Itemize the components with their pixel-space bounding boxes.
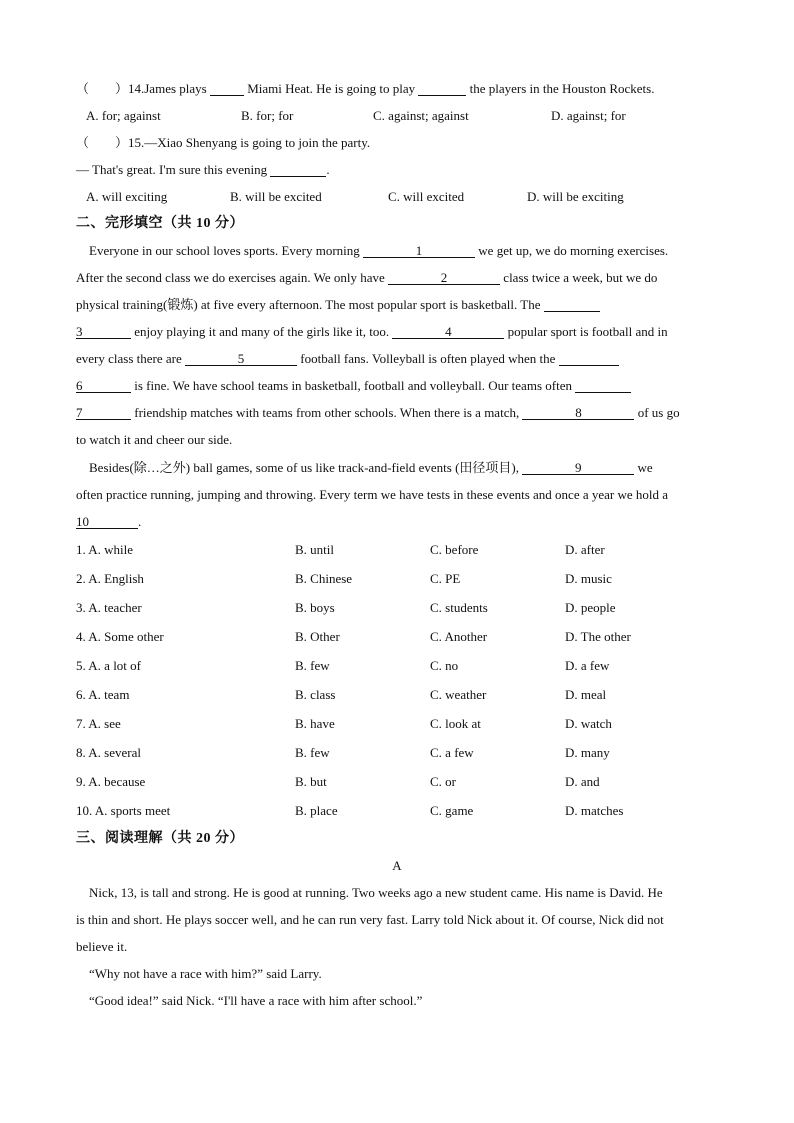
q15-option-c: C. will excited bbox=[388, 189, 465, 204]
cloze-text: . bbox=[138, 514, 142, 529]
cloze-option-d: D. meal bbox=[565, 687, 607, 702]
section-3-heading: 三、阅读理解（共 20 分） bbox=[76, 831, 244, 846]
cloze-option-d: D. matches bbox=[565, 803, 624, 818]
cloze-option-row bbox=[76, 773, 718, 791]
cloze-text: Besides(除…之外) ball games, some of us like track-and-field events (田径项目), bbox=[89, 460, 523, 475]
cloze-option-a: 3. A. teacher bbox=[76, 600, 142, 615]
cloze-option-c: C. PE bbox=[430, 571, 461, 586]
cloze-option-d: D. after bbox=[565, 542, 605, 557]
cloze-line-11 bbox=[76, 513, 718, 531]
q14-text-2: Miami Heat. He is going to play bbox=[243, 81, 419, 96]
cloze-line-10: often practice running, jumping and throwing. Every term we have tests in these events and once a year we hold a bbox=[76, 487, 669, 502]
cloze-option-d: D. music bbox=[565, 571, 612, 586]
cloze-option-row bbox=[76, 599, 718, 617]
cloze-option-a: 9. A. because bbox=[76, 774, 146, 789]
q14-option-b: B. for; for bbox=[241, 108, 294, 123]
cloze-option-b: B. class bbox=[295, 687, 336, 702]
cloze-option-a: 1. A. while bbox=[76, 542, 134, 557]
q14-text-3: the players in the Houston Rockets. bbox=[466, 81, 655, 96]
cloze-blank-6-start bbox=[559, 352, 619, 366]
reading-line-5: “Good idea!” said Nick. “I'll have a race with him after school.” bbox=[89, 993, 423, 1008]
cloze-option-c: C. Another bbox=[430, 629, 488, 644]
cloze-option-row bbox=[76, 541, 718, 559]
q14-option-a: A. for; against bbox=[86, 108, 161, 123]
cloze-option-c: C. before bbox=[430, 542, 479, 557]
cloze-blank-3: 3 bbox=[76, 325, 131, 339]
cloze-blank-3-start bbox=[544, 298, 600, 312]
section-2-heading: 二、完形填空（共 10 分） bbox=[76, 216, 244, 231]
cloze-blank-8: 8 bbox=[522, 406, 634, 420]
q14-blank-1 bbox=[210, 82, 244, 96]
cloze-option-row bbox=[76, 657, 718, 675]
cloze-option-c: C. a few bbox=[430, 745, 474, 760]
cloze-option-a: 6. A. team bbox=[76, 687, 130, 702]
cloze-blank-1: 1 bbox=[363, 244, 475, 258]
cloze-blank-4: 4 bbox=[392, 325, 504, 339]
q15-option-b: B. will be excited bbox=[230, 189, 322, 204]
reading-line-2: is thin and short. He plays soccer well, and he can run very fast. Larry told Nick about it. Of course, Nick did not bbox=[76, 912, 664, 927]
cloze-blank-6: 6 bbox=[76, 379, 131, 393]
cloze-option-row bbox=[76, 715, 718, 733]
cloze-blank-7: 7 bbox=[76, 406, 131, 420]
cloze-option-d: D. watch bbox=[565, 716, 612, 731]
cloze-line-7 bbox=[76, 404, 718, 422]
cloze-option-a: 8. A. several bbox=[76, 745, 141, 760]
cloze-text: friendship matches with teams from other schools. When there is a match, bbox=[131, 405, 523, 420]
q15-option-a: A. will exciting bbox=[86, 189, 168, 204]
cloze-option-b: B. Chinese bbox=[295, 571, 353, 586]
cloze-text: is fine. We have school teams in basketball, football and volleyball. Our teams often bbox=[131, 378, 576, 393]
q15-reply-end: . bbox=[326, 162, 330, 177]
question-14-stem bbox=[76, 80, 718, 98]
cloze-line-4 bbox=[76, 323, 718, 341]
cloze-option-b: B. but bbox=[295, 774, 327, 789]
cloze-option-a: 10. A. sports meet bbox=[76, 803, 171, 818]
q14-blank-2 bbox=[418, 82, 466, 96]
cloze-option-row bbox=[76, 744, 718, 762]
cloze-option-c: C. or bbox=[430, 774, 456, 789]
q14-text-1: （ ）14.James plays bbox=[76, 81, 210, 96]
cloze-option-row bbox=[76, 686, 718, 704]
cloze-option-c: C. game bbox=[430, 803, 474, 818]
question-15-reply bbox=[76, 161, 718, 179]
cloze-text: we get up, we do morning exercises. bbox=[475, 243, 669, 258]
cloze-option-row bbox=[76, 570, 718, 588]
cloze-option-b: B. have bbox=[295, 716, 335, 731]
passage-label: A bbox=[392, 858, 402, 873]
cloze-blank-7-start bbox=[575, 379, 631, 393]
cloze-text: we bbox=[634, 460, 653, 475]
cloze-line-9 bbox=[89, 459, 718, 477]
cloze-text: class twice a week, but we do bbox=[500, 270, 658, 285]
q15-option-d: D. will be exciting bbox=[527, 189, 624, 204]
cloze-option-a: 4. A. Some other bbox=[76, 629, 164, 644]
question-15-stem: （ ）15.—Xiao Shenyang is going to join the party. bbox=[76, 135, 371, 150]
cloze-line-8: to watch it and cheer our side. bbox=[76, 432, 233, 447]
reading-line-3: believe it. bbox=[76, 939, 128, 954]
cloze-option-c: C. students bbox=[430, 600, 488, 615]
q15-blank bbox=[270, 163, 326, 177]
cloze-option-row bbox=[76, 802, 718, 820]
reading-line-4: “Why not have a race with him?” said Larry. bbox=[89, 966, 322, 981]
cloze-blank-9: 9 bbox=[522, 461, 634, 475]
cloze-text: popular sport is football and in bbox=[504, 324, 668, 339]
cloze-line-1 bbox=[89, 242, 718, 260]
cloze-blank-2: 2 bbox=[388, 271, 500, 285]
cloze-option-b: B. boys bbox=[295, 600, 335, 615]
cloze-text: After the second class we do exercises again. We only have bbox=[76, 270, 389, 285]
cloze-option-b: B. few bbox=[295, 658, 330, 673]
cloze-option-a: 5. A. a lot of bbox=[76, 658, 141, 673]
cloze-option-c: C. weather bbox=[430, 687, 487, 702]
cloze-option-c: C. no bbox=[430, 658, 459, 673]
cloze-line-5 bbox=[76, 350, 718, 368]
cloze-option-b: B. until bbox=[295, 542, 335, 557]
cloze-option-d: D. The other bbox=[565, 629, 631, 644]
q14-option-d: D. against; for bbox=[551, 108, 626, 123]
reading-line-1: Nick, 13, is tall and strong. He is good at running. Two weeks ago a new student came. His name is David. He bbox=[89, 885, 663, 900]
cloze-option-d: D. people bbox=[565, 600, 616, 615]
cloze-text: of us go bbox=[634, 405, 680, 420]
cloze-text: enjoy playing it and many of the girls like it, too. bbox=[131, 324, 393, 339]
cloze-option-a: 2. A. English bbox=[76, 571, 144, 586]
cloze-option-b: B. few bbox=[295, 745, 330, 760]
q14-option-c: C. against; against bbox=[373, 108, 469, 123]
cloze-line-6 bbox=[76, 377, 718, 395]
cloze-text: football fans. Volleyball is often played when the bbox=[297, 351, 559, 366]
cloze-option-b: B. place bbox=[295, 803, 338, 818]
cloze-option-row bbox=[76, 628, 718, 646]
cloze-blank-10: 10 bbox=[76, 515, 138, 529]
cloze-text: physical training(锻炼) at five every afternoon. The most popular sport is basketball. The bbox=[76, 297, 544, 312]
cloze-option-c: C. look at bbox=[430, 716, 481, 731]
cloze-option-d: D. many bbox=[565, 745, 610, 760]
q15-reply-text: — That's great. I'm sure this evening bbox=[76, 162, 271, 177]
cloze-text: Everyone in our school loves sports. Every morning bbox=[89, 243, 364, 258]
cloze-option-d: D. a few bbox=[565, 658, 610, 673]
cloze-option-a: 7. A. see bbox=[76, 716, 121, 731]
cloze-line-2 bbox=[76, 269, 718, 287]
cloze-option-d: D. and bbox=[565, 774, 600, 789]
cloze-text: every class there are bbox=[76, 351, 185, 366]
cloze-blank-5: 5 bbox=[185, 352, 297, 366]
cloze-option-b: B. Other bbox=[295, 629, 340, 644]
cloze-line-3 bbox=[76, 296, 718, 314]
